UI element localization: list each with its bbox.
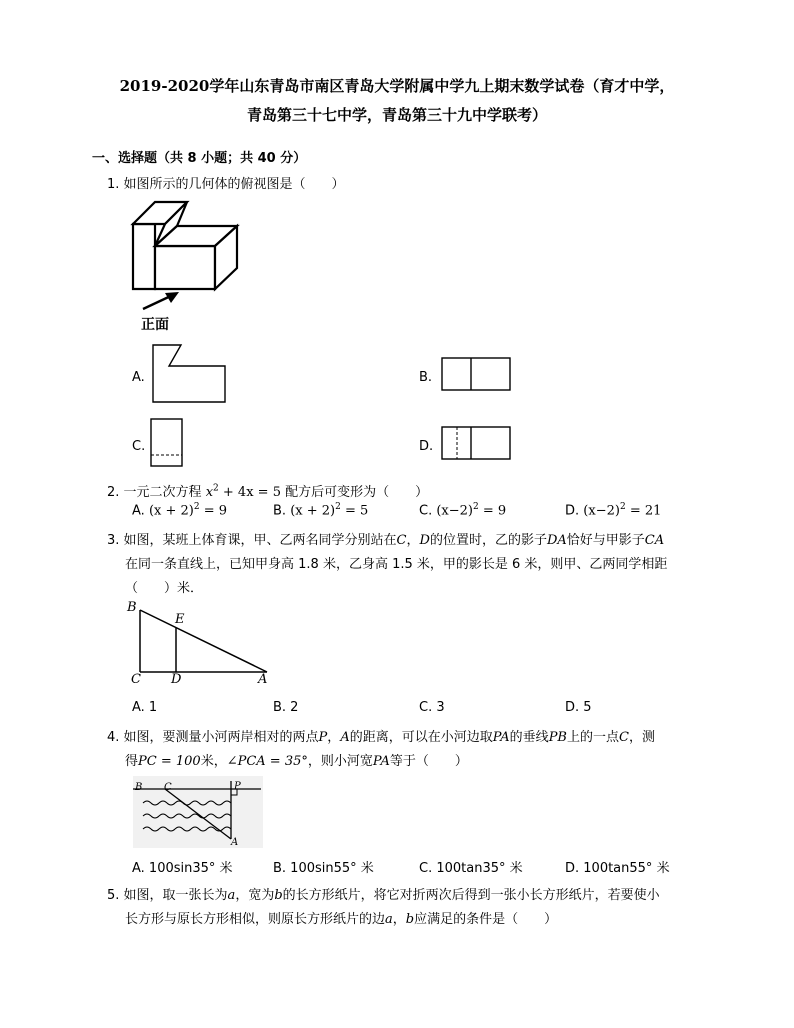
q3-option-c[interactable]: C. 3 <box>419 700 445 715</box>
q3-figure <box>125 600 275 690</box>
q4-fig-label-c: C <box>164 782 172 793</box>
q4-line-1: 4. 如图，要测量小河两岸相对的两点P，A的距离，可以在小河边取PA的垂线PB上的一点C，测 <box>107 730 655 745</box>
q1-option-c-label[interactable]: C. <box>132 439 146 454</box>
solid-face <box>133 224 155 289</box>
q1-stem: 1. 如图所示的几何体的俯视图是（ ） <box>107 177 345 192</box>
q3-line-1: 3. 如图，某班上体育课，甲、乙两名同学分别站在C，D的位置时，乙的影子DA恰好与甲影子CA <box>107 533 665 548</box>
q2-option-d[interactable]: D. $(x-2)^2 = 21$ <box>565 502 662 519</box>
q5-line-2: 长方形与原长方形相似，则原长方形纸片的边a，b应满足的条件是（ ） <box>125 912 558 927</box>
q1-option-c-figure <box>150 418 184 468</box>
q3-option-a[interactable]: A. 1 <box>132 700 158 715</box>
q1-option-a-label[interactable]: A. <box>132 370 145 385</box>
q3-option-b[interactable]: B. 2 <box>273 700 299 715</box>
q3-fig-label-d: D <box>171 672 182 687</box>
q2-option-c[interactable]: C. $(x-2)^2 = 9$ <box>419 502 507 519</box>
q2-option-a[interactable]: A. $(x + 2)^2 = 9$ <box>132 502 228 519</box>
q4-river-figure <box>133 776 263 848</box>
title-line-2: 青岛第三十七中学，青岛第三十九中学联考） <box>246 106 547 124</box>
q4-option-d[interactable]: D. 100tan55° 米 <box>565 861 670 876</box>
q2-stem: 2. 一元二次方程 $x^2 + 4x = 5$ 配方后可变形为（ ） <box>107 483 429 500</box>
q2-option-b[interactable]: B. $(x + 2)^2 = 5$ <box>273 502 369 519</box>
section-heading: 一、选择题（共 8 小题；共 40 分） <box>92 151 307 166</box>
q4-option-c[interactable]: C. 100tan35° 米 <box>419 861 523 876</box>
q4-fig-label-a: A <box>231 837 239 848</box>
q3-fig-label-a: A <box>258 672 268 687</box>
q4-fig-label-p: P <box>234 781 241 792</box>
solid-face <box>155 246 215 289</box>
q3-option-d[interactable]: D. 5 <box>565 700 592 715</box>
q4-line-2: 得PC = 100米，∠PCA = 35°，则小河宽PA等于（ ） <box>125 754 468 769</box>
q4-option-b[interactable]: B. 100sin55° 米 <box>273 861 374 876</box>
q3-line-2: 在同一条直线上，已知甲身高 1.8 米，乙身高 1.5 米，甲的影长是 6 米，则甲、乙两同学相距 <box>125 557 668 572</box>
q3-fig-label-c: C <box>131 672 141 687</box>
q3-fig-label-b: B <box>127 600 137 615</box>
q4-option-a[interactable]: A. 100sin35° 米 <box>132 861 233 876</box>
front-label: 正面 <box>141 317 169 333</box>
q3-line-3: （ ）米． <box>125 581 204 596</box>
q1-option-b-figure <box>441 357 511 391</box>
q1-option-a-figure <box>152 344 227 404</box>
q1-option-b-label[interactable]: B. <box>419 370 433 385</box>
q1-option-d-label[interactable]: D. <box>419 439 434 454</box>
q1-option-d-figure <box>441 426 511 460</box>
q5-line-1: 5. 如图，取一张长为a，宽为b的长方形纸片，将它对折两次后得到一张小长方形纸片，若要使小 <box>107 888 660 903</box>
q3-fig-label-e: E <box>175 612 185 627</box>
q4-fig-label-b: B <box>135 782 143 793</box>
title-line-1: 2019-2020学年山东青岛市南区青岛大学附属中学九上期末数学试卷（育才中学， <box>119 77 675 95</box>
